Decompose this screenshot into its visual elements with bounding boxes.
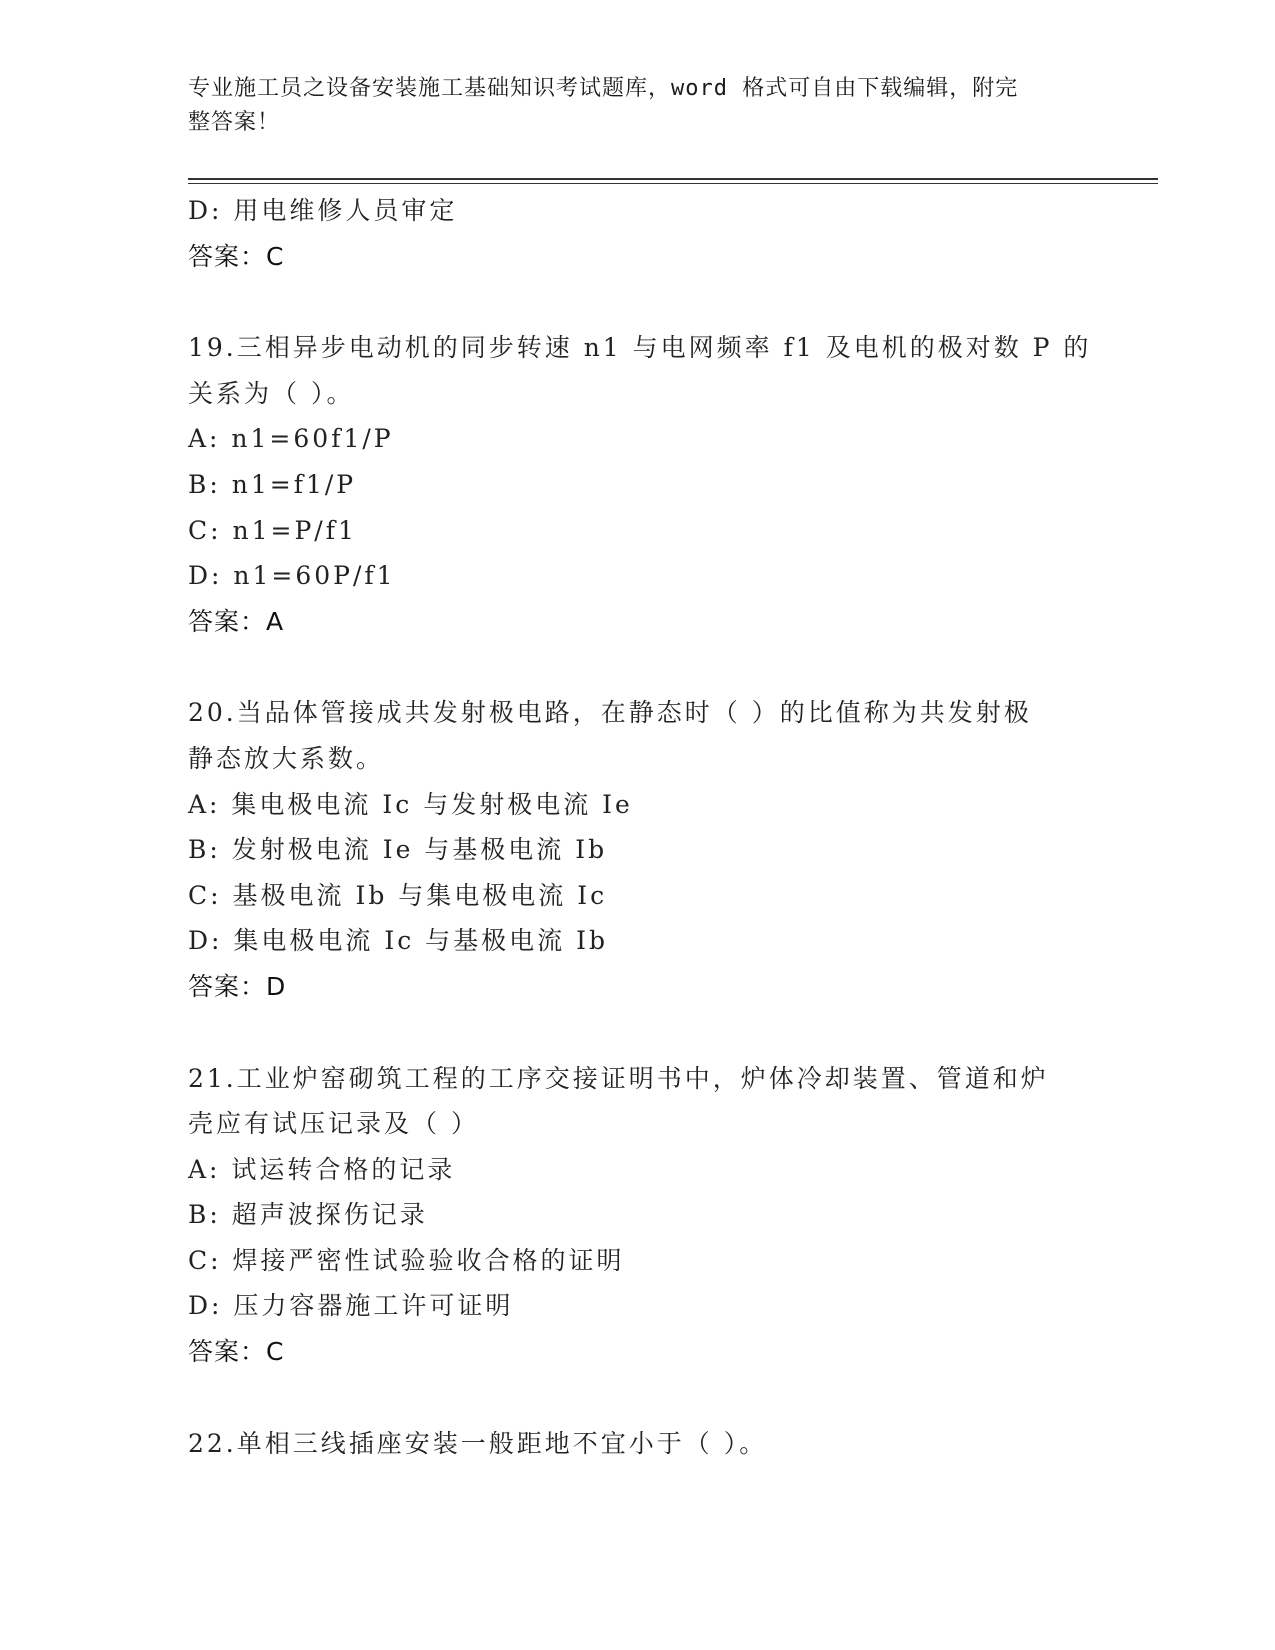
option-a: A: n1=60f1/P: [188, 424, 394, 454]
answer-line: 答案：A: [188, 606, 285, 636]
question-22: [188, 1421, 1088, 1467]
question-19: [188, 325, 1092, 644]
question-stem-continued: 静态放大系数。: [188, 743, 385, 773]
option-a: A: 试运转合格的记录: [188, 1154, 456, 1184]
option-a: A: 集电极电流 Ic 与发射极电流 Ie: [188, 789, 633, 819]
option-c: C: n1=P/f1: [188, 515, 357, 545]
option-c: C: 基极电流 Ib 与集电极电流 Ic: [188, 880, 608, 910]
answer-line: 答案：C: [188, 1337, 285, 1367]
question-list: [188, 188, 1092, 1466]
spacer: [188, 1010, 1088, 1056]
option-d: D: 压力容器施工许可证明: [188, 1291, 514, 1321]
question-21: [188, 1056, 1088, 1375]
question-stem-continued: 关系为（ ）。: [188, 378, 355, 408]
answer-line: 答案：D: [188, 971, 287, 1001]
header-line-2: 整答案！: [188, 110, 281, 135]
option-b: B: 超声波探伤记录: [188, 1200, 428, 1230]
question-18-tail: [188, 188, 1088, 279]
option-c: C: 焊接严密性试验验收合格的证明: [188, 1245, 625, 1275]
option-b: B: 发射极电流 Ie 与基极电流 Ib: [188, 835, 608, 865]
spacer: [188, 644, 1088, 690]
option-d: D: 用电维修人员审定: [188, 196, 458, 225]
option-d: D: 集电极电流 Ic 与基极电流 Ib: [188, 926, 609, 956]
spacer: [188, 1375, 1088, 1421]
question-stem: 20.当品体管接成共发射极电路，在静态时（ ）的比值称为共发射极: [188, 698, 1032, 728]
spacer: [188, 279, 1088, 325]
question-20: [188, 690, 1088, 1009]
question-stem-continued: 壳应有试压记录及（ ）: [188, 1109, 479, 1139]
question-stem: 19.三相异步电动机的同步转速 n1 与电网频率 f1 及电机的极对数 P 的: [188, 333, 1092, 363]
option-b: B: n1=f1/P: [188, 469, 357, 499]
option-d: D: n1=60P/f1: [188, 561, 396, 591]
document-header: [188, 72, 1088, 140]
question-stem: 22.单相三线插座安装一般距地不宜小于（ ）。: [188, 1428, 768, 1458]
question-stem: 21.工业炉窑砌筑工程的工序交接证明书中，炉体冷却装置、管道和炉: [188, 1063, 1049, 1093]
header-divider-thin: [188, 183, 1158, 184]
header-divider-thick: [188, 178, 1158, 180]
answer-line: 答案：C: [188, 241, 285, 271]
header-line-1: 专业施工员之设备安装施工基础知识考试题库，word 格式可自由下载编辑，附完: [188, 76, 1019, 101]
